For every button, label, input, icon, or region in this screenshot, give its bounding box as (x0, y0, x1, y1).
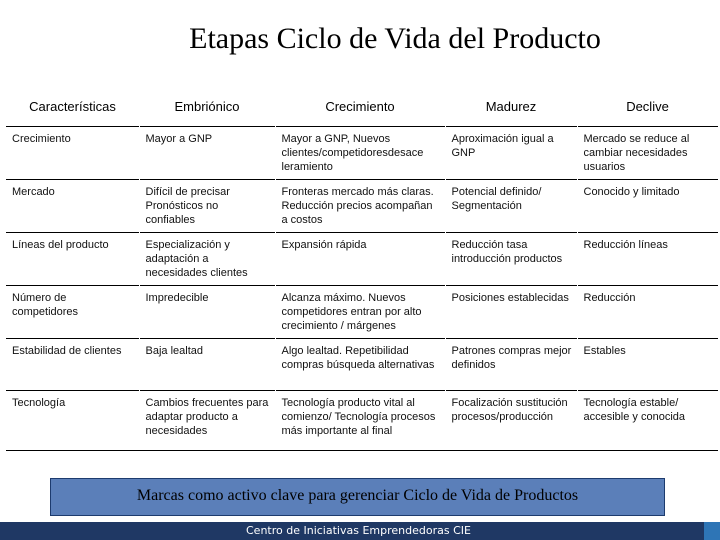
table-cell: Tecnología (6, 391, 139, 451)
table-cell: Reducción líneas (577, 233, 718, 286)
table-cell: Estables (577, 339, 718, 391)
table-cell: Potencial definido/ Segmentación (445, 180, 577, 233)
header-madurez: Madurez (485, 98, 537, 114)
table-cell: Mercado se reduce al cambiar necesidades usuarios (577, 127, 718, 180)
table-cell: Expansión rápida (275, 233, 445, 286)
footer-text: Centro de Iniciativas Emprendedoras CIE (246, 524, 471, 537)
table-cell: Reducción (577, 286, 718, 339)
page-title: Etapas Ciclo de Vida del Producto (189, 22, 601, 55)
table-cell: Focalización sustitución procesos/producción (445, 391, 577, 451)
table-cell: Conocido y limitado (577, 180, 718, 233)
table-row (6, 286, 718, 339)
table-cell: Baja lealtad (139, 339, 275, 391)
table-cell: Aproximación igual a GNP (445, 127, 577, 180)
table-row (6, 233, 718, 286)
header-caracteristicas: Características (29, 98, 116, 114)
table-row (6, 180, 718, 233)
header-declive: Declive (626, 98, 669, 114)
table-cell: Mercado (6, 180, 139, 233)
table-cell: Tecnología producto vital al comienzo/ Tecnología procesos más importante al final (275, 391, 445, 451)
table-cell: Posiciones establecidas (445, 286, 577, 339)
table-cell: Cambios frecuentes para adaptar producto a necesidades (139, 391, 275, 451)
table-cell: Especialización y adaptación a necesidades clientes (139, 233, 275, 286)
footer-accent (704, 522, 720, 540)
header-embrionico: Embriónico (174, 98, 240, 114)
table-cell: Reducción tasa introducción productos (445, 233, 577, 286)
table-cell: Estabilidad de clientes (6, 339, 139, 391)
table-cell: Difícil de precisar Pronósticos no confiables (139, 180, 275, 233)
header-crecimiento: Crecimiento (325, 98, 395, 114)
lifecycle-table (6, 86, 718, 451)
header-row (6, 86, 718, 127)
table-cell: Número de competidores (6, 286, 139, 339)
table-row (6, 391, 718, 451)
footer-bar (0, 522, 720, 540)
table-cell: Impredecible (139, 286, 275, 339)
table-cell: Tecnología estable/ accesible y conocida (577, 391, 718, 451)
table-cell: Crecimiento (6, 127, 139, 180)
table-cell: Patrones compras mejor definidos (445, 339, 577, 391)
table-cell: Líneas del producto (6, 233, 139, 286)
table-row (6, 339, 718, 391)
table-cell: Fronteras mercado más claras. Reducción precios acompañan a costos (275, 180, 445, 233)
table-row (6, 127, 718, 180)
table-cell: Alcanza máximo. Nuevos competidores entran por alto crecimiento / márgenes (275, 286, 445, 339)
table-cell: Mayor a GNP, Nuevos clientes/competidoresdesace leramiento (275, 127, 445, 180)
table-cell: Algo lealtad. Repetibilidad compras búsqueda alternativas (275, 339, 445, 391)
table-cell: Mayor a GNP (139, 127, 275, 180)
brand-banner: Marcas como activo clave para gerenciar Ciclo de Vida de Productos (50, 478, 665, 516)
